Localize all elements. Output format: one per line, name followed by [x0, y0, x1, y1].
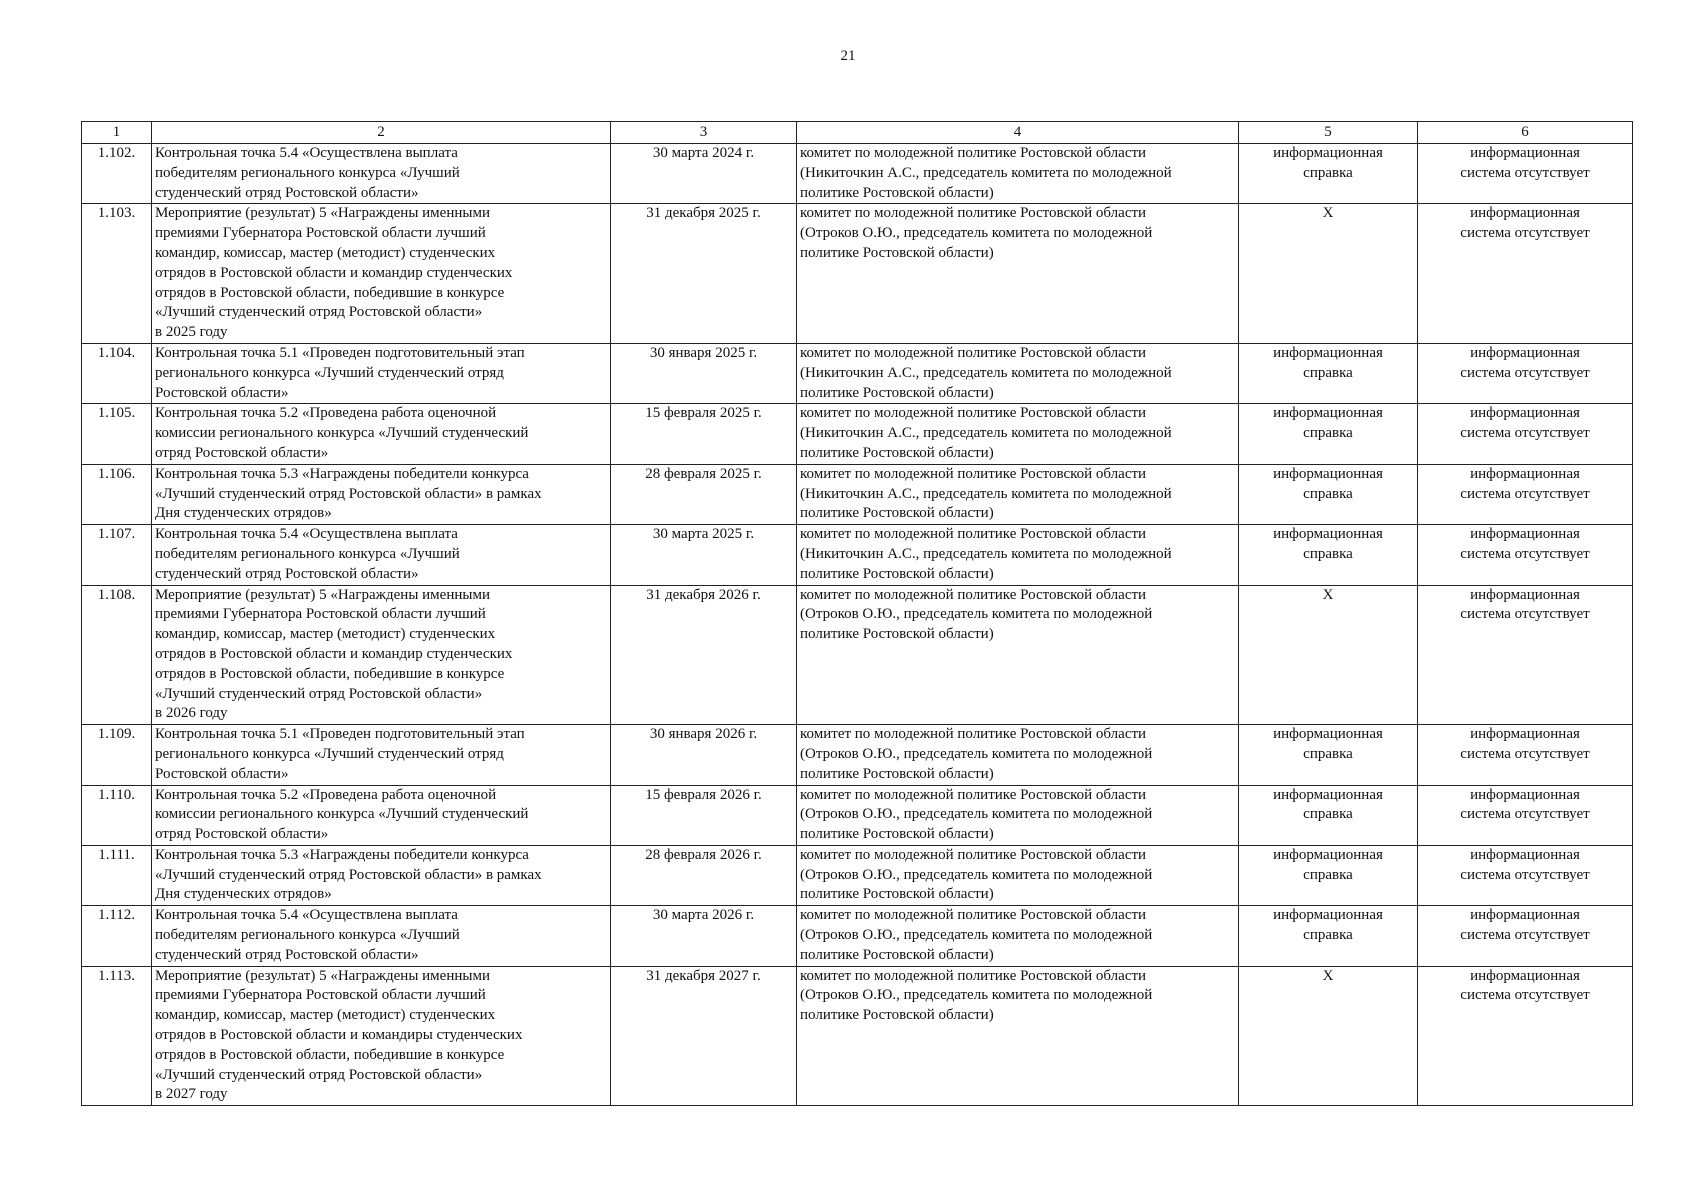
responsible-executor — [797, 845, 1239, 905]
event-description-line: «Лучший студенческий отряд Ростовской области» в рамках — [155, 866, 542, 883]
deadline-date: 31 декабря 2025 г. — [611, 204, 797, 344]
confirming-document — [1239, 845, 1418, 905]
confirming-document-line: справка — [1303, 927, 1353, 944]
row-number: 1.102. — [82, 144, 152, 204]
information-system-line: система отсутствует — [1460, 485, 1590, 502]
information-system-line: информационная — [1470, 907, 1580, 924]
information-system — [1418, 785, 1633, 845]
row-number: 1.103. — [82, 204, 152, 344]
information-system — [1418, 464, 1633, 524]
column-header-1: 1 — [82, 122, 152, 144]
deadline-date: 15 февраля 2026 г. — [611, 785, 797, 845]
confirming-document-line: информационная — [1273, 786, 1383, 803]
responsible-executor-line: политике Ростовской области) — [800, 626, 994, 643]
information-system — [1418, 144, 1633, 204]
confirming-document — [1239, 404, 1418, 464]
information-system — [1418, 404, 1633, 464]
event-description-line: Контрольная точка 5.1 «Проведен подготовительный этап — [155, 344, 525, 361]
responsible-executor — [797, 966, 1239, 1106]
event-description-line: Контрольная точка 5.4 «Осуществлена выплата — [155, 907, 458, 924]
row-number: 1.112. — [82, 906, 152, 966]
responsible-executor-line: комитет по молодежной политике Ростовской области — [800, 405, 1147, 422]
event-description-line: в 2027 году — [155, 1086, 228, 1103]
confirming-document — [1239, 906, 1418, 966]
responsible-executor — [797, 725, 1239, 785]
row-number: 1.110. — [82, 785, 152, 845]
information-system — [1418, 343, 1633, 403]
deadline-date: 28 февраля 2026 г. — [611, 845, 797, 905]
event-description-line: Дня студенческих отрядов» — [155, 886, 332, 903]
responsible-executor-line: политике Ростовской области) — [800, 826, 994, 843]
event-description-line: Ростовской области» — [155, 765, 289, 782]
information-system-line: информационная — [1470, 586, 1580, 603]
deadline-date: 30 марта 2024 г. — [611, 144, 797, 204]
confirming-document-line: информационная — [1273, 145, 1383, 161]
table-row — [82, 404, 1633, 464]
plan-table — [81, 121, 1633, 1106]
table-body — [82, 144, 1633, 1106]
table-row — [82, 845, 1633, 905]
responsible-executor-line: (Никиточкин А.С., председатель комитета по молодежной — [800, 164, 1172, 181]
responsible-executor-line: (Отроков О.Ю., председатель комитета по молодежной — [800, 927, 1153, 944]
deadline-date: 30 марта 2026 г. — [611, 906, 797, 966]
column-header-5: 5 — [1239, 122, 1418, 144]
information-system-line: система отсутствует — [1460, 927, 1590, 944]
confirming-document — [1239, 464, 1418, 524]
information-system-line: система отсутствует — [1460, 866, 1590, 883]
column-header-4: 4 — [797, 122, 1239, 144]
event-description-line: студенческий отряд Ростовской области» — [155, 565, 419, 582]
event-description-line: премиями Губернатора Ростовской области лучший — [155, 225, 486, 242]
information-system-line: информационная — [1470, 726, 1580, 743]
confirming-document-line: справка — [1303, 866, 1353, 883]
event-description-line: Мероприятие (результат) 5 «Награждены именными — [155, 205, 490, 222]
information-system — [1418, 966, 1633, 1106]
responsible-executor-line: (Отроков О.Ю., председатель комитета по молодежной — [800, 987, 1153, 1004]
responsible-executor-line: комитет по молодежной политике Ростовской области — [800, 586, 1147, 603]
responsible-executor-line: (Никиточкин А.С., председатель комитета по молодежной — [800, 425, 1172, 442]
row-number: 1.107. — [82, 525, 152, 585]
table-row — [82, 204, 1633, 344]
information-system-line: информационная — [1470, 526, 1580, 543]
table-row — [82, 906, 1633, 966]
responsible-executor-line: (Никиточкин А.С., председатель комитета по молодежной — [800, 364, 1172, 381]
deadline-date: 31 декабря 2027 г. — [611, 966, 797, 1106]
responsible-executor-line: комитет по молодежной политике Ростовской области — [800, 907, 1147, 924]
information-system — [1418, 525, 1633, 585]
responsible-executor-line: (Отроков О.Ю., председатель комитета по молодежной — [800, 225, 1153, 242]
responsible-executor-line: комитет по молодежной политике Ростовской области — [800, 846, 1147, 863]
event-description-line: отрядов в Ростовской области, победившие в конкурсе — [155, 284, 505, 301]
information-system-line: система отсутствует — [1460, 545, 1590, 562]
event-description-line: командир, комиссар, мастер (методист) студенческих — [155, 626, 496, 643]
confirming-document — [1239, 585, 1418, 725]
deadline-date: 28 февраля 2025 г. — [611, 464, 797, 524]
event-description — [152, 966, 611, 1106]
confirming-document-line: информационная — [1273, 344, 1383, 361]
event-description-line: победителям регионального конкурса «Лучший — [155, 545, 460, 562]
table-row — [82, 785, 1633, 845]
event-description-line: премиями Губернатора Ростовской области лучший — [155, 606, 486, 623]
table-row — [82, 966, 1633, 1106]
responsible-executor-line: политике Ростовской области) — [800, 384, 994, 401]
responsible-executor-line: (Отроков О.Ю., председатель комитета по молодежной — [800, 606, 1153, 623]
responsible-executor — [797, 404, 1239, 464]
responsible-executor — [797, 343, 1239, 403]
confirming-document-line: информационная — [1273, 726, 1383, 743]
responsible-executor-line: политике Ростовской области) — [800, 184, 994, 201]
responsible-executor-line: комитет по молодежной политике Ростовской области — [800, 145, 1147, 161]
event-description-line: отрядов в Ростовской области и командир студенческих — [155, 264, 513, 281]
confirming-document-line: X — [1322, 205, 1334, 222]
confirming-document — [1239, 966, 1418, 1106]
responsible-executor-line: политике Ростовской области) — [800, 946, 994, 963]
responsible-executor — [797, 525, 1239, 585]
row-number: 1.104. — [82, 343, 152, 403]
information-system-line: система отсутствует — [1460, 364, 1590, 381]
information-system-line: система отсутствует — [1460, 987, 1590, 1004]
event-description — [152, 845, 611, 905]
deadline-date: 30 января 2025 г. — [611, 343, 797, 403]
event-description — [152, 785, 611, 845]
confirming-document-line: информационная — [1273, 846, 1383, 863]
responsible-executor — [797, 464, 1239, 524]
event-description-line: отряд Ростовской области» — [155, 444, 329, 461]
event-description-line: отрядов в Ростовской области и командиры студенческих — [155, 1027, 523, 1044]
information-system-line: информационная — [1470, 786, 1580, 803]
confirming-document — [1239, 343, 1418, 403]
responsible-executor-line: (Отроков О.Ю., председатель комитета по молодежной — [800, 745, 1153, 762]
information-system-line: информационная — [1470, 465, 1580, 482]
confirming-document-line: информационная — [1273, 526, 1383, 543]
responsible-executor — [797, 144, 1239, 204]
event-description-line: отрядов в Ростовской области, победившие в конкурсе — [155, 665, 505, 682]
responsible-executor-line: комитет по молодежной политике Ростовской области — [800, 726, 1147, 743]
event-description-line: командир, комиссар, мастер (методист) студенческих — [155, 1007, 496, 1024]
confirming-document-line: информационная — [1273, 907, 1383, 924]
responsible-executor-line: комитет по молодежной политике Ростовской области — [800, 786, 1147, 803]
event-description-line: «Лучший студенческий отряд Ростовской области» — [155, 685, 483, 702]
deadline-date: 30 января 2026 г. — [611, 725, 797, 785]
confirming-document-line: справка — [1303, 364, 1353, 381]
event-description — [152, 725, 611, 785]
deadline-date: 30 марта 2025 г. — [611, 525, 797, 585]
responsible-executor-line: комитет по молодежной политике Ростовской области — [800, 967, 1147, 984]
confirming-document-line: информационная — [1273, 465, 1383, 482]
event-description — [152, 343, 611, 403]
responsible-executor — [797, 204, 1239, 344]
event-description-line: Мероприятие (результат) 5 «Награждены именными — [155, 967, 490, 984]
responsible-executor-line: (Никиточкин А.С., председатель комитета по молодежной — [800, 485, 1172, 502]
responsible-executor-line: политике Ростовской области) — [800, 505, 994, 522]
event-description-line: отряд Ростовской области» — [155, 826, 329, 843]
responsible-executor-line: политике Ростовской области) — [800, 444, 994, 461]
row-number: 1.109. — [82, 725, 152, 785]
information-system-line: система отсутствует — [1460, 606, 1590, 623]
responsible-executor-line: политике Ростовской области) — [800, 244, 994, 261]
confirming-document-line: справка — [1303, 745, 1353, 762]
event-description-line: «Лучший студенческий отряд Ростовской области» в рамках — [155, 485, 542, 502]
event-description — [152, 144, 611, 204]
information-system — [1418, 906, 1633, 966]
event-description-line: комиссии регионального конкурса «Лучший студенческий — [155, 425, 529, 442]
table-row — [82, 343, 1633, 403]
confirming-document-line: справка — [1303, 164, 1353, 181]
information-system-line: информационная — [1470, 145, 1580, 161]
event-description-line: регионального конкурса «Лучший студенческий отряд — [155, 745, 504, 762]
confirming-document-line: X — [1322, 586, 1334, 603]
responsible-executor-line: (Отроков О.Ю., председатель комитета по молодежной — [800, 806, 1153, 823]
confirming-document — [1239, 725, 1418, 785]
responsible-executor-line: комитет по молодежной политике Ростовской области — [800, 344, 1147, 361]
information-system-line: система отсутствует — [1460, 425, 1590, 442]
event-description-line: Контрольная точка 5.2 «Проведена работа оценочной — [155, 786, 497, 803]
event-description-line: «Лучший студенческий отряд Ростовской области» — [155, 1066, 483, 1083]
event-description-line: Ростовской области» — [155, 384, 289, 401]
information-system — [1418, 204, 1633, 344]
event-description-line: отрядов в Ростовской области и командир студенческих — [155, 645, 513, 662]
responsible-executor-line: политике Ростовской области) — [800, 886, 994, 903]
information-system-line: информационная — [1470, 967, 1580, 984]
event-description-line: победителям регионального конкурса «Лучший — [155, 164, 460, 181]
event-description — [152, 585, 611, 725]
column-header-6: 6 — [1418, 122, 1633, 144]
event-description-line: Контрольная точка 5.3 «Награждены победители конкурса — [155, 465, 529, 482]
event-description-line: Контрольная точка 5.3 «Награждены победители конкурса — [155, 846, 529, 863]
information-system-line: система отсутствует — [1460, 225, 1590, 242]
row-number: 1.111. — [82, 845, 152, 905]
table-row — [82, 725, 1633, 785]
responsible-executor-line: (Никиточкин А.С., председатель комитета по молодежной — [800, 545, 1172, 562]
confirming-document — [1239, 525, 1418, 585]
responsible-executor-line: политике Ростовской области) — [800, 1007, 994, 1024]
information-system-line: информационная — [1470, 846, 1580, 863]
confirming-document — [1239, 204, 1418, 344]
confirming-document — [1239, 785, 1418, 845]
event-description — [152, 204, 611, 344]
table-row — [82, 525, 1633, 585]
event-description-line: премиями Губернатора Ростовской области лучший — [155, 987, 486, 1004]
row-number: 1.113. — [82, 966, 152, 1106]
event-description-line: Контрольная точка 5.4 «Осуществлена выплата — [155, 145, 458, 161]
event-description — [152, 525, 611, 585]
information-system-line: информационная — [1470, 205, 1580, 222]
table-header-row — [82, 122, 1633, 144]
event-description-line: победителям регионального конкурса «Лучший — [155, 927, 460, 944]
information-system-line: система отсутствует — [1460, 164, 1590, 181]
information-system-line: информационная — [1470, 344, 1580, 361]
information-system-line: система отсутствует — [1460, 745, 1590, 762]
confirming-document-line: справка — [1303, 425, 1353, 442]
table-row — [82, 464, 1633, 524]
confirming-document-line: справка — [1303, 485, 1353, 502]
row-number: 1.105. — [82, 404, 152, 464]
event-description-line: в 2025 году — [155, 324, 228, 341]
event-description — [152, 404, 611, 464]
event-description-line: студенческий отряд Ростовской области» — [155, 184, 419, 201]
event-description-line: студенческий отряд Ростовской области» — [155, 946, 419, 963]
confirming-document-line: X — [1322, 967, 1334, 984]
information-system — [1418, 725, 1633, 785]
deadline-date: 15 февраля 2025 г. — [611, 404, 797, 464]
event-description-line: Контрольная точка 5.2 «Проведена работа оценочной — [155, 405, 497, 422]
table-row — [82, 144, 1633, 204]
information-system-line: информационная — [1470, 405, 1580, 422]
responsible-executor — [797, 785, 1239, 845]
row-number: 1.106. — [82, 464, 152, 524]
responsible-executor-line: комитет по молодежной политике Ростовской области — [800, 465, 1147, 482]
event-description-line: Дня студенческих отрядов» — [155, 505, 332, 522]
column-header-2: 2 — [152, 122, 611, 144]
page-number: 21 — [840, 48, 856, 64]
information-system — [1418, 845, 1633, 905]
event-description-line: комиссии регионального конкурса «Лучший студенческий — [155, 806, 529, 823]
event-description — [152, 464, 611, 524]
responsible-executor-line: политике Ростовской области) — [800, 765, 994, 782]
confirming-document — [1239, 144, 1418, 204]
event-description-line: командир, комиссар, мастер (методист) студенческих — [155, 244, 496, 261]
column-header-3: 3 — [611, 122, 797, 144]
responsible-executor-line: комитет по молодежной политике Ростовской области — [800, 205, 1147, 222]
event-description — [152, 906, 611, 966]
responsible-executor — [797, 906, 1239, 966]
event-description-line: Контрольная точка 5.4 «Осуществлена выплата — [155, 526, 458, 543]
event-description-line: регионального конкурса «Лучший студенческий отряд — [155, 364, 504, 381]
responsible-executor-line: политике Ростовской области) — [800, 565, 994, 582]
deadline-date: 31 декабря 2026 г. — [611, 585, 797, 725]
event-description-line: Контрольная точка 5.1 «Проведен подготовительный этап — [155, 726, 525, 743]
responsible-executor-line: (Отроков О.Ю., председатель комитета по молодежной — [800, 866, 1153, 883]
table-row — [82, 585, 1633, 725]
responsible-executor-line: комитет по молодежной политике Ростовской области — [800, 526, 1147, 543]
event-description-line: в 2026 году — [155, 705, 228, 722]
event-description-line: «Лучший студенческий отряд Ростовской области» — [155, 304, 483, 321]
confirming-document-line: справка — [1303, 806, 1353, 823]
event-description-line: отрядов в Ростовской области, победившие в конкурсе — [155, 1046, 505, 1063]
row-number: 1.108. — [82, 585, 152, 725]
event-description-line: Мероприятие (результат) 5 «Награждены именными — [155, 586, 490, 603]
confirming-document-line: справка — [1303, 545, 1353, 562]
information-system — [1418, 585, 1633, 725]
information-system-line: система отсутствует — [1460, 806, 1590, 823]
responsible-executor — [797, 585, 1239, 725]
confirming-document-line: информационная — [1273, 405, 1383, 422]
